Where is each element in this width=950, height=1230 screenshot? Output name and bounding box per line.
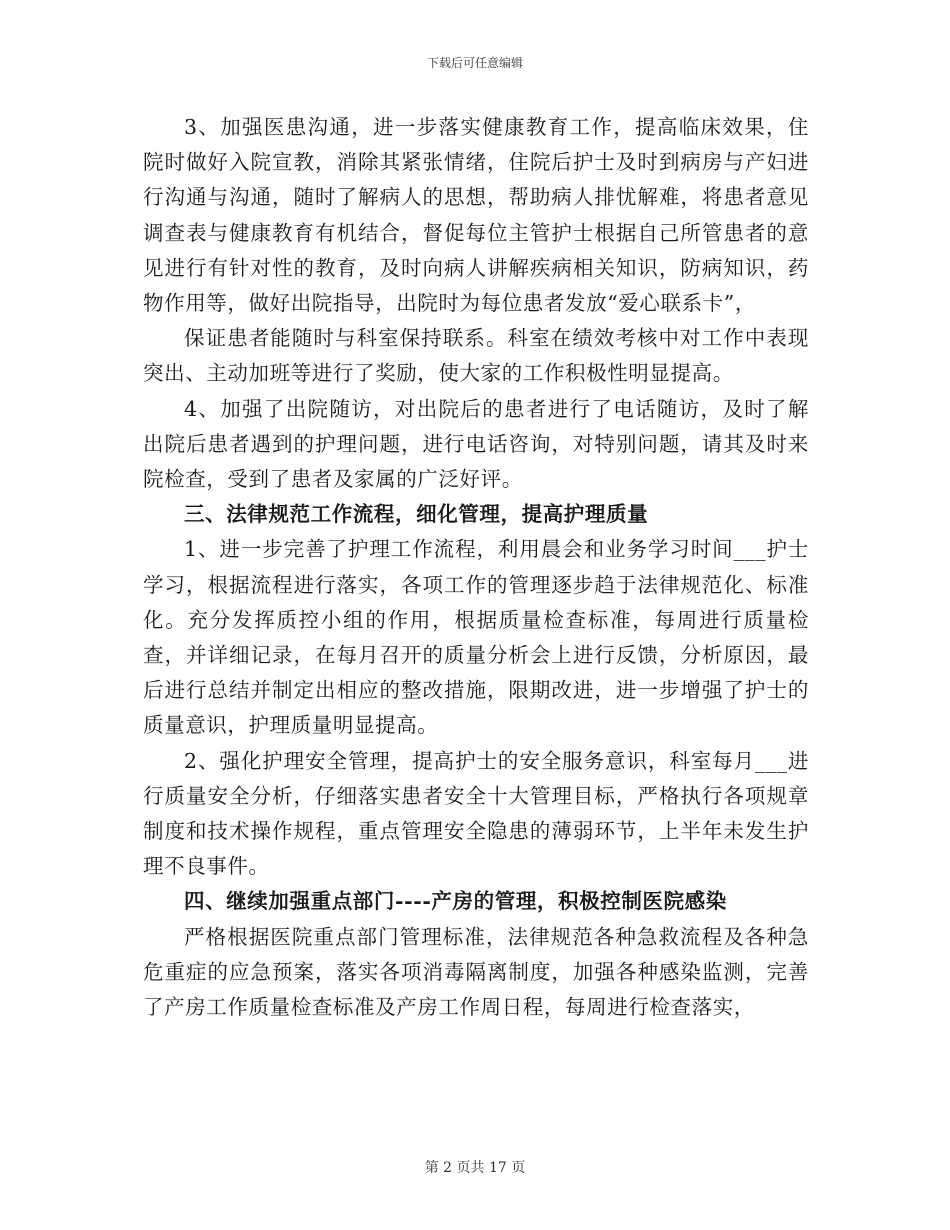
section-heading-3: 三、法律规范工作流程，细化管理，提高护理质量 (184, 502, 649, 527)
paragraph-section-3-item-2: 2、强化护理安全管理，提高护士的安全服务意识，科室每月___进行质量安全分析，仔细落实患者安全十大管理目标，严格执行各项规章制度和技术操作规程，重点管理安全隐患的薄弱环节，上半年未发生护理不良事件。 (143, 748, 809, 879)
paragraph-contact-note: 保证患者能随时与科室保持联系。科室在绩效考核中对工作中表现突出、主动加班等进行了奖励，使大家的工作积极性明显提高。 (143, 326, 809, 386)
section-heading-4: 四、继续加强重点部门----产房的管理，积极控制医院感染 (184, 889, 727, 914)
paragraph-item-4: 4、加强了出院随访，对出院后的患者进行了电话随访，及时了解出院后患者遇到的护理问题，进行电话咨询，对特别问题，请其及时来院检查，受到了患者及家属的广泛好评。 (143, 396, 809, 492)
document-body (143, 110, 809, 1025)
paragraph-section-4-body: 严格根据医院重点部门管理标准，法律规范各种急救流程及各种急危重症的应急预案，落实各项消毒隔离制度，加强各种感染监测，完善了产房工作质量检查标准及产房工作周日程，每周进行检查落实， (143, 924, 809, 1020)
page-header: 下载后可任意编辑 (426, 56, 523, 70)
page-number-footer: 第 2 页共 17 页 (424, 1160, 526, 1176)
paragraph-item-3: 3、加强医患沟通，进一步落实健康教育工作，提高临床效果，住院时做好入院宣教，消除其紧张情绪，住院后护士及时到病房与产妇进行沟通与沟通，随时了解病人的思想，帮助病人排忧解难，将患者意见调查表与健康教育有机结合，督促每位主管护士根据自己所管患者的意见进行有针对性的教育，及时向病人讲解疾病相关知识，防病知识，药物作用等，做好出院指导，出院时为每位患者发放“爱心联系卡”， (143, 115, 809, 316)
paragraph-section-3-item-1: 1、进一步完善了护理工作流程，利用晨会和业务学习时间___护士学习，根据流程进行落实，各项工作的管理逐步趋于法律规范化、标准化。充分发挥质控小组的作用，根据质量检查标准，每周进行质量检查，并详细记录，在每月召开的质量分析会上进行反馈，分析原因，最后进行总结并制定出相应的整改措施，限期改进，进一步增强了护士的质量意识，护理质量明显提高。 (143, 537, 809, 738)
